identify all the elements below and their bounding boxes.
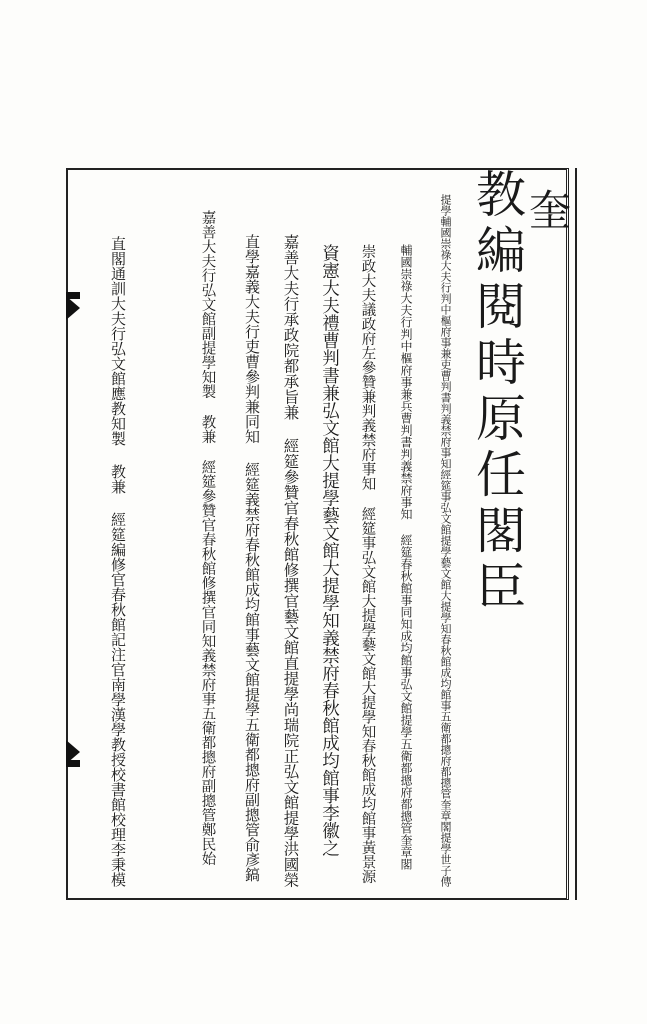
text-column-3: 崇政大夫議政府左參贊兼判義禁府事知 經筵事弘文館大提學藝文館大提學知春秋館成均館事黃景源: [359, 244, 376, 884]
fishtail-mark-bottom-icon: [66, 740, 80, 764]
title-honorific-mark: 奎: [523, 188, 572, 234]
text-column-1: 提學輔國崇祿大夫行判中樞府事兼吏曹判書判義禁府事知經筵事弘文館提學藝文館大提學知春秋館成均館事五衛都摠府都摠管奎章閣提學世子傳: [439, 194, 452, 887]
text-column-8: 直閣通訓大夫行弘文館應教知製 教兼 經筵編修官春秋館記注官南學漢學教授校書館校理李秉模: [109, 236, 127, 887]
fishtail-mark-top-icon: [66, 296, 80, 320]
page-title: 教編閱時原任閣臣: [468, 168, 526, 616]
page-frame-outer-rule: [575, 168, 577, 900]
text-column-7: 嘉善大夫行弘文館副提學知製 教兼 經筵參贊官春秋館修撰官同知義禁府事五衛都摠府副摠管鄭民始: [199, 210, 216, 866]
text-column-2: 輔國崇祿大夫行判中樞府事兼兵曹判書判義禁府事知 經筵春秋館事同知成均館事弘文館提學五衛都摠府都摠管奎章閣: [399, 244, 413, 870]
text-column-5: 嘉善大夫行承政院都承旨兼 經筵參贊官春秋館修撰官藝文館直提學尚瑞院正弘文館提學洪國榮: [281, 234, 300, 888]
text-column-4: 資憲大夫禮曹判書兼弘文館大提學藝文館大提學知義禁府春秋館成均館事李徽之: [319, 244, 340, 857]
text-column-6: 直學嘉義大夫行吏曹參判兼同知 經筵義禁府春秋館成均館事藝文館提學五衛都摠府副摠管俞彥鎬: [243, 234, 261, 882]
